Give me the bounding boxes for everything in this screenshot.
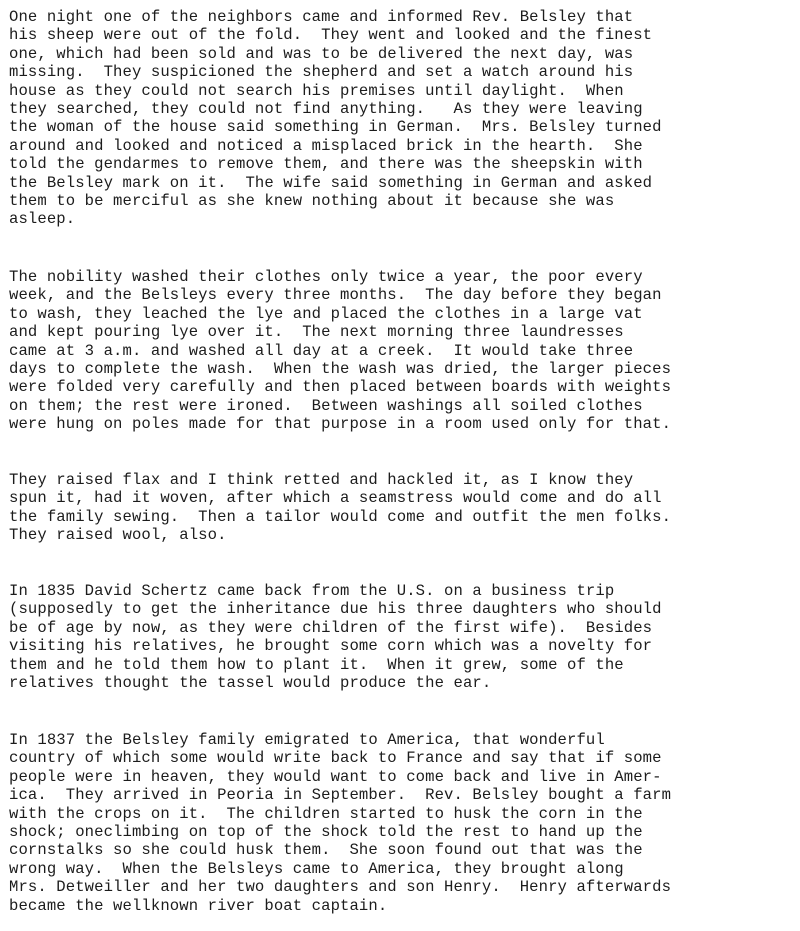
text-line: house as they could not search his premises until daylight. When — [9, 81, 624, 100]
text-line: were hung on poles made for that purpose in a room used only for that. — [9, 415, 672, 434]
text-line: week, and the Belsleys every three months. The day before they began — [9, 286, 662, 305]
paragraph-flax-wool — [9, 471, 799, 545]
text-line: were folded very carefully and then placed between boards with weights — [9, 378, 672, 397]
text-line: They raised flax and I think retted and hackled it, as I know they — [9, 471, 634, 489]
text-line: asleep. — [9, 210, 76, 229]
text-line: and kept pouring lye over it. The next morning three laundresses — [9, 323, 624, 342]
text-line: the family sewing. Then a tailor would come and outfit the men folks. — [9, 507, 672, 526]
text-line: with the crops on it. The children started to husk the corn in the — [9, 804, 643, 823]
paragraph-schertz-corn — [9, 582, 799, 692]
text-line: around and looked and noticed a misplaced brick in the hearth. She — [9, 136, 643, 155]
text-line: on them; the rest were ironed. Between washings all soiled clothes — [9, 396, 643, 415]
text-line: they searched, they could not find anything. As they were leaving — [9, 100, 643, 119]
text-line: wrong way. When the Belsleys came to America, they brought along — [9, 859, 624, 878]
text-line: The nobility washed their clothes only twice a year, the poor every — [9, 268, 643, 286]
text-line: In 1835 David Schertz came back from the U.S. on a business trip — [9, 582, 615, 600]
text-line: them and he told them how to plant it. When it grew, some of the — [9, 655, 624, 674]
text-line: relatives thought the tassel would produce the ear. — [9, 674, 492, 693]
text-line: to wash, they leached the lye and placed the clothes in a large vat — [9, 304, 643, 323]
text-line: told the gendarmes to remove them, and there was the sheepskin with — [9, 155, 643, 174]
paragraph-sheep-theft — [9, 8, 799, 229]
text-line: cornstalks so she could husk them. She soon found out that was the — [9, 841, 643, 860]
text-line: one, which had been sold and was to be delivered the next day, was — [9, 44, 634, 63]
text-line: missing. They suspicioned the shepherd and set a watch around his — [9, 63, 634, 82]
text-line: shock; oneclimbing on top of the shock told the rest to hand up the — [9, 823, 643, 842]
text-line: the Belsley mark on it. The wife said something in German and asked — [9, 173, 653, 192]
text-line: country of which some would write back to France and say that if some — [9, 749, 662, 768]
text-line: In 1837 the Belsley family emigrated to America, that wonderful — [9, 731, 605, 749]
text-line: the woman of the house said something in German. Mrs. Belsley turned — [9, 118, 662, 137]
text-line: be of age by now, as they were children of the first wife). Besides — [9, 618, 653, 637]
text-line: came at 3 a.m. and washed all day at a creek. It would take three — [9, 341, 634, 360]
paragraph-emigration — [9, 731, 799, 915]
text-line: They raised wool, also. — [9, 526, 227, 545]
text-line: visiting his relatives, he brought some corn which was a novelty for — [9, 637, 653, 656]
paragraph-washing — [9, 268, 799, 434]
text-line: days to complete the wash. When the wash was dried, the larger pieces — [9, 360, 672, 379]
text-line: Mrs. Detweiller and her two daughters and son Henry. Henry afterwards — [9, 878, 672, 897]
text-line: ica. They arrived in Peoria in September. Rev. Belsley bought a farm — [9, 786, 672, 805]
text-line: became the wellknown river boat captain. — [9, 896, 388, 915]
text-line: them to be merciful as she knew nothing about it because she was — [9, 192, 615, 211]
text-line: One night one of the neighbors came and informed Rev. Belsley that — [9, 8, 634, 26]
text-line: (supposedly to get the inheritance due his three daughters who should — [9, 600, 662, 619]
text-line: spun it, had it woven, after which a seamstress would come and do all — [9, 489, 662, 508]
text-line: people were in heaven, they would want to come back and live in Amer- — [9, 767, 662, 786]
text-line: his sheep were out of the fold. They went and looked and the finest — [9, 26, 653, 45]
